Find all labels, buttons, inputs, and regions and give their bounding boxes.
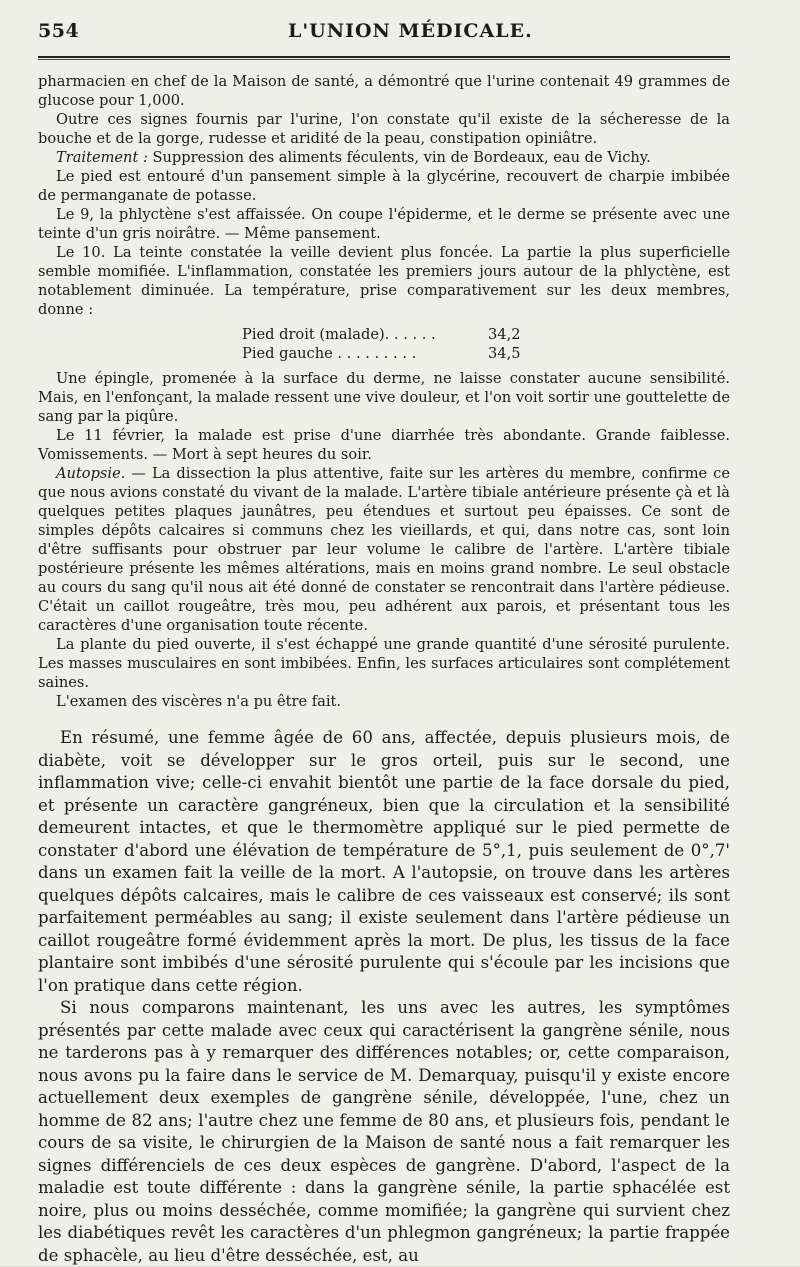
running-title: L'UNION MÉDICALE. bbox=[288, 20, 533, 42]
paragraph: En résumé, une femme âgée de 60 ans, affectée, depuis plusieurs mois, de diabète, voit se développer sur le gros orteil, puis sur le second, une inflammation vive; celle-ci envahit bientôt une partie de la face dorsale du pied, et présente un caractère gangréneux, bien que la circulation et la sensibilité demeurent intactes, et que le thermomètre appliqué sur le pied permette de constater d'abord une élévation de température de 5°,1, puis seulement de 0°,7' dans un examen fait la veille de la mort. A l'autopsie, on trouve dans les artères quelques dépôts calcaires, mais le calibre de ces vaisseaux est conservé; ils sont parfaitement perméables au sang; il existe seulement dans l'artère pédieuse un caillot rougeâtre formé évidemment après la mort. De plus, les tissus de la face plantaire sont imbibés d'une sérosité purulente qui s'écoule par les incisions que l'on pratique dans cette région. bbox=[38, 728, 730, 995]
temperature-label: Pied droit (malade). . . . . . bbox=[242, 326, 436, 343]
paragraph: Le 11 février, la malade est prise d'une diarrhée très abondante. Grande faiblesse. Vomissements. — Mort à sept heures du soir. bbox=[38, 427, 730, 463]
paragraph: Le 9, la phlyctène s'est affaissée. On coupe l'épiderme, et le derme se présente avec une teinte d'un gris noirâtre. — Même pansement. bbox=[38, 206, 730, 242]
paragraph: Si nous comparons maintenant, les uns avec les autres, les symptômes présentés par cette malade avec ceux qui caractérisent la gangrène sénile, nous ne tarderons pas à y remarquer des différences notables; or, cette comparaison, nous avons pu la faire dans le service de M. Demarquay, puisqu'il y existe encore actuellement deux exemples de gangrène sénile, développée, l'une, chez un homme de 82 ans; l'autre chez une femme de 80 ans, et plusieurs fois, pendant le cours de sa visite, le chirurgien de la Maison de santé nous a fait remarquer les signes différenciels de ces deux espèces de gangrène. D'abord, l'aspect de la maladie est toute différente : dans la gangrène sénile, la partie sphacélée est noire, plus ou moins desséchée, comme momifiée; la gangrène qui survient chez les diabétiques revêt les caractères d'un phlegmon gangréneux; la partie frappée de sphacèle, au lieu d'être desséchée, est, au bbox=[38, 998, 730, 1265]
temperature-value: 34,2 bbox=[488, 326, 521, 343]
temperature-table bbox=[242, 325, 730, 363]
page-number: 554 bbox=[38, 20, 80, 42]
paragraph: Le pied est entouré d'un pansement simple à la glycérine, recouvert de charpie imbibée de permanganate de potasse. bbox=[38, 168, 730, 204]
paragraph-lead: Autopsie. bbox=[56, 465, 126, 482]
paragraph: Le 10. La teinte constatée la veille devient plus foncée. La partie la plus superficielle semble momifiée. L'inflammation, constatée les premiers jours autour de la phlyctène, est notablement diminuée. La température, prise comparativement sur les deux membres, donne : bbox=[38, 244, 730, 318]
paragraph: pharmacien en chef de la Maison de santé, a démontré que l'urine contenait 49 grammes de glucose pour 1,000. bbox=[38, 73, 730, 109]
page-header bbox=[38, 18, 730, 46]
temperature-row bbox=[242, 325, 730, 344]
paragraph: La plante du pied ouverte, il s'est échappé une grande quantité d'une sérosité purulente. Les masses musculaires en sont imbibées. Enfin, les surfaces articulaires sont complétement saines. bbox=[38, 636, 730, 691]
temperature-label: Pied gauche . . . . . . . . . bbox=[242, 345, 417, 362]
paragraph: Une épingle, promenée à la surface du derme, ne laisse constater aucune sensibilité. Mais, en l'enfonçant, la malade ressent une vive douleur, et l'on voit sortir une gouttelette de sang par la piqûre. bbox=[38, 370, 730, 425]
paragraph-lead: Traitement : bbox=[56, 149, 148, 166]
paragraph: Autopsie. — La dissection la plus attentive, faite sur les artères du membre, confirme ce que nous avions constaté du vivant de la malade. L'artère tibiale antérieure présente çà et là quelques petites plaques jaunâtres, peu étendues et surtout peu épaisses. Ce sont de simples dépôts calcaires si communs chez les vieillards, et qui, dans notre cas, sont loin d'être suffisants pour obstruer par leur volume le calibre de l'artère. L'artère tibiale postérieure présente les mêmes altérations, mais en moins grand nombre. Le seul obstacle au cours du sang qu'il nous ait été donné de constater se rencontrait dans l'artère pédieuse. C'était un caillot rougeâtre, très mou, peu adhérent aux parois, et présentant tous les caractères d'une organisation toute récente. bbox=[38, 465, 730, 634]
paragraph: L'examen des viscères n'a pu être fait. bbox=[56, 693, 341, 710]
temperature-row bbox=[242, 344, 730, 363]
temperature-value: 34,5 bbox=[488, 345, 521, 362]
case-notes bbox=[38, 72, 730, 319]
header-rule bbox=[38, 56, 730, 60]
paragraph: Traitement : Suppression des aliments féculents, vin de Bordeaux, eau de Vichy. bbox=[56, 149, 651, 166]
paragraph: Outre ces signes fournis par l'urine, l'on constate qu'il existe de la sécheresse de la bouche et de la gorge, rudesse et aridité de la peau, constipation opiniâtre. bbox=[38, 111, 730, 147]
case-notes-continued bbox=[38, 369, 730, 711]
discussion bbox=[38, 727, 730, 1267]
